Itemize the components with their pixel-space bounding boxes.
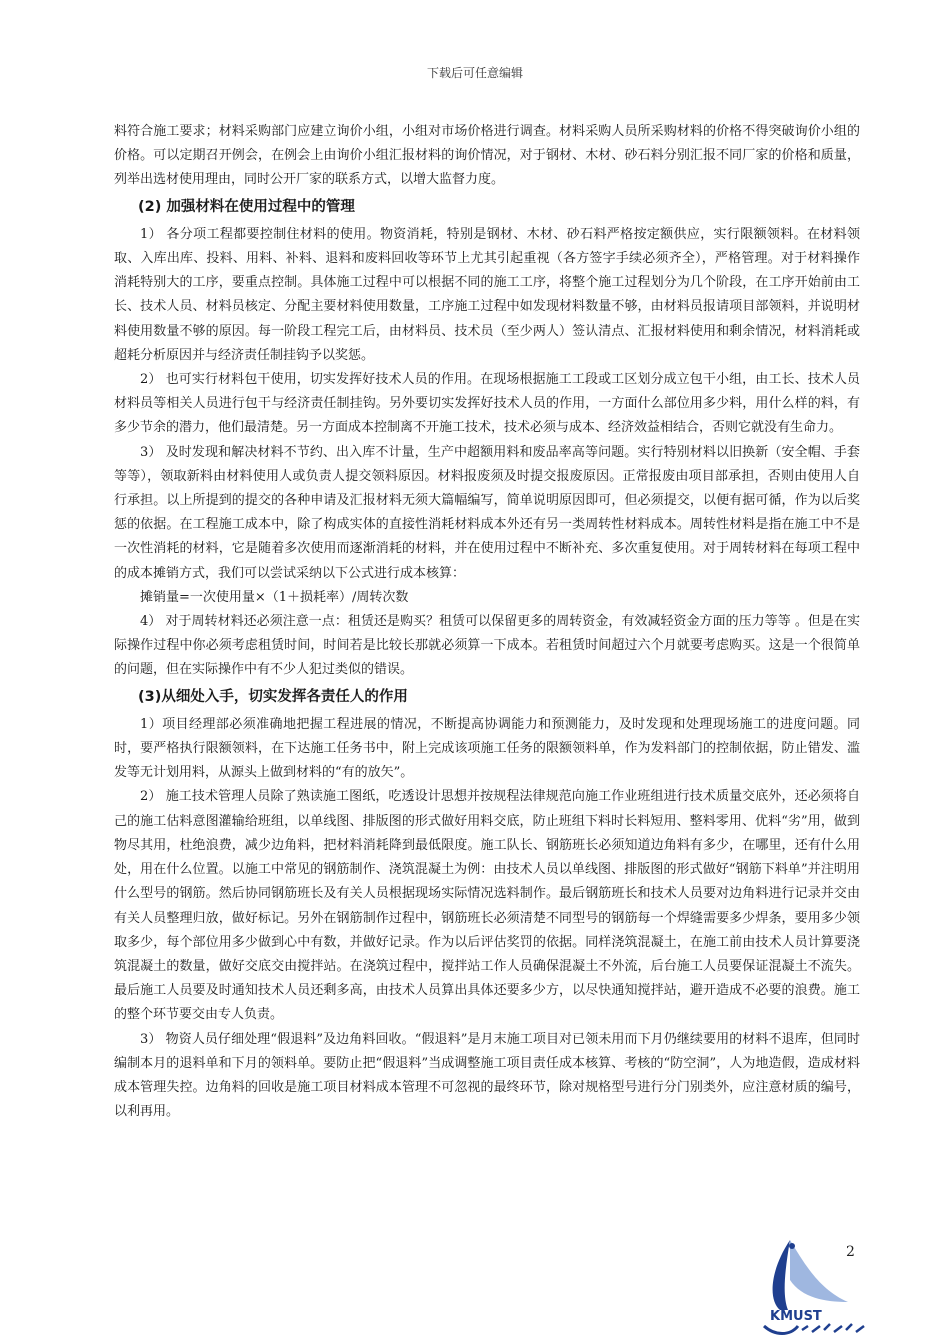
paragraph: 4） 对于周转材料还必须注意一点：租赁还是购买？租赁可以保留更多的周转资金，有效减轻资金方面的压力等等 。但是在实际操作过程中你必须考虑租赁时间，时间若是比较长那就必须算一下成本。若租赁时间超过六个月就要考虑购买。这是一个很简单的问题，但在实际操作中有不少人犯过类似的错误。	[114, 614, 860, 678]
page-header: 下载后可任意编辑	[426, 66, 523, 80]
paragraph: 2） 施工技术管理人员除了熟读施工图纸，吃透设计思想并按规程法律规范向施工作业班组进行技术质量交底外，还必须将自己的施工估料意图灌输给班组，以单线图、排版图的形式做好用料交底，防止班组下料时长料短用、整料零用、优料“劣”用，做到物尽其用，杜绝浪费，减少边角料，把材料消耗降到最低限度。施工队长、钢筋班长必须知道边角料有多少，在哪里，还有什么用处，用在什么位置。以施工中常见的钢筋制作、浇筑混凝土为例：由技术人员以单线图、排版图的形式做好“钢筋下料单”并注明用什么型号的钢筋。然后协同钢筋班长及有关人员根据现场实际情况选料制作。最后钢筋班长和技术人员要对边角料进行记录并交由有关人员整理归放，做好标记。另外在钢筋制作过程中，钢筋班长必须清楚不同型号的钢筋每一个焊缝需要多少焊条，要用多少领取多少，每个部位用多少做到心中有数，并做好记录。作为以后评估奖罚的依据。同样浇筑混凝土，在施工前由技术人员计算要浇筑混凝土的数量，做好交底交由搅拌站。在浇筑过程中，搅拌站工作人员确保混凝土不外流，后台施工人员要保证混凝土不流失。最后施工人员要及时通知技术人员还剩多高，由技术人员算出具体还要多少方，以尽快通知搅拌站，避开造成不必要的浪费。施工的整个环节要交由专人负责。	[114, 789, 860, 1023]
paragraph: 1） 各分项工程都要控制住材料的使用。物资消耗，特别是钢材、木材、砂石料严格按定额供应，实行限额领料。在材料领取、入库出库、投料、用料、补料、退料和废料回收等环节上尤其引起重视（各方签字手续必须齐全），严格管理。对于材料操作消耗特别大的工序，要重点控制。具体施工过程中可以根据不同的施工工序，将整个施工过程划分为几个阶段，在工序开始前由工长、技术人员、材料员核定、分配主要材料使用数量，工序施工过程中如发现材料数量不够，由材料员报请项目部领料，并说明材料使用数量不够的原因。每一阶段工程完工后，由材料员、技术员（至少两人）签认清点、汇报材料使用和剩余情况，材料消耗或超耗分析原因并与经济责任制挂钩予以奖惩。	[114, 226, 860, 363]
logo-text: KMUST	[770, 1309, 822, 1324]
section-heading-3: (3)从细处入手，切实发挥各责任人的作用	[138, 688, 408, 705]
paragraph: 料符合施工要求；材料采购部门应建立询价小组，小组对市场价格进行调查。材料采购人员所采购材料的价格不得突破询价小组的价格。可以定期召开例会，在例会上由询价小组汇报材料的询价情况，对于钢材、木材、砂石料分别汇报不同厂家的价格和质量，列举出选材使用理由，同时公开厂家的联系方式，以增大监督力度。	[114, 124, 860, 188]
formula: 摊销量=一次使用量×（1＋损耗率）/周转次数	[140, 589, 409, 605]
paragraph: 1）项目经理部必须准确地把握工程进展的情况，不断提高协调能力和预测能力，及时发现和处理现场施工的进度问题。同时，要严格执行限额领料，在下达施工任务书中，附上完成该项施工任务的限额领料单，作为发料部门的控制依据，防止错发、滥发等无计划用料，从源头上做到材料的“有的放矢”。	[114, 716, 860, 781]
paragraph: 2） 也可实行材料包干使用，切实发挥好技术人员的作用。在现场根据施工工段或工区划分成立包干小组，由工长、技术人员材料员等相关人员进行包干与经济责任制挂钩。另外要切实发挥好技术人员的作用，一方面什么部位用多少料，用什么样的料，有多少节余的潜力，他们最清楚。另一方面成本控制离不开施工技术，技术必须与成本、经济效益相结合，否则它就没有生命力。	[114, 372, 860, 436]
paragraph: 3） 物资人员仔细处理“假退料”及边角料回收。“假退料”是月末施工项目对已领未用而下月仍继续要用的材料不退库，但同时编制本月的退料单和下月的领料单。要防止把“假退料”当成调整施工项目责任成本核算、考核的“防空洞”，人为地造假，造成材料成本管理失控。边角料的回收是施工项目材料成本管理不可忽视的最终环节，除对规格型号进行分门别类外，应注意材质的编号，以利再用。	[114, 1031, 860, 1120]
page-number: 2	[846, 1244, 855, 1260]
university-logo-icon	[730, 1240, 880, 1340]
document-body	[114, 120, 860, 1124]
paragraph: 3） 及时发现和解决材料不节约、出入库不计量，生产中超额用料和废品率高等问题。实行特别材料以旧换新（安全帽、手套等等），领取新料由材料使用人或负责人提交领料原因。材料报废须及时提交报废原因。正常报废由项目部承担，否则由使用人自行承担。以上所提到的提交的各种申请及汇报材料无须大篇幅编写，简单说明原因即可，但必须提交，以便有据可循，作为以后奖惩的依据。在工程施工成本中，除了构成实体的直接性消耗材料成本外还有另一类周转性材料成本。周转性材料是指在施工中不是一次性消耗的材料，它是随着多次使用而逐渐消耗的材料，并在使用过程中不断补充、多次重复使用。对于周转材料在每项工程中的成本摊销方式，我们可以尝试采纳以下公式进行成本核算：	[114, 444, 860, 581]
section-heading-2: (2) 加强材料在使用过程中的管理	[138, 198, 355, 215]
